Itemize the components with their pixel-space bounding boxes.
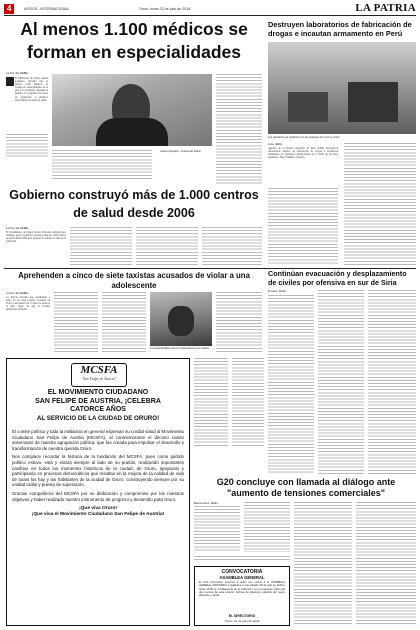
text-g20-left2 bbox=[232, 358, 264, 448]
mcsfa-title-line2: SAN FELIPE DE AUSTRIA, ¡CELEBRA bbox=[35, 397, 161, 405]
mcsfa-paragraph1: El comité político y toda la militancia en general expresan su cordial salud al Movimiento Ciudadano San Felipe de Austria (MCSFA), al conmemorarse el décimo cuarto aniversario de nuestra agrupación política, que fue creada para impulsar el desarrollo y transformación de nuestra querida Oruro. bbox=[12, 429, 184, 451]
convocatoria-body: El Club Ferroviario convoca a todos sus socios a la ASAMBLEA GENERAL ORDINARIA a realizarse el día sábado 28 de julio de 2018 a horas 15:00 en instalaciones de la institución, con el siguiente orden del día: Lectura del acta anterior, informe de directorio, elección del nuevo directorio y varios. bbox=[199, 581, 285, 598]
caption-laboratorios: Los operativos se realizaron en las regiones de Cusco y Junín. bbox=[268, 136, 341, 139]
date-line: Oruro, lunes 23 de julio de 2018 bbox=[139, 7, 191, 11]
mcsfa-logo-text: MCSFA bbox=[80, 364, 118, 376]
text-g20-col5 bbox=[194, 556, 290, 562]
text-g20-col1 bbox=[194, 506, 240, 552]
mcsfa-closing1: ¡Que viva Oruro! bbox=[79, 506, 117, 512]
ad-convocatoria bbox=[194, 566, 290, 626]
headline-laboratorios: Destruyen laboratorios de fabricación de drogas e incautan armamento en Perú bbox=[268, 20, 412, 38]
text-siria-col1 bbox=[268, 295, 314, 475]
mcsfa-closing2: ¡Que viva el Movimiento Ciudadano San Felipe de Austria! bbox=[31, 511, 165, 517]
section-label: AVISOS - INTERNACIONAL bbox=[24, 7, 70, 11]
dateline-g20: Buenos Aires, (EFE)- bbox=[194, 502, 219, 505]
body-taxistas: La Policía informó que aprehendió a cinco de los siete taxistas acusados de violar a una menor de 15 años de edad en el Alto, luego de que la víctima denunciara el hecho. bbox=[6, 296, 50, 312]
page-number: 4 bbox=[4, 4, 14, 14]
text-laboratorios-col1b bbox=[268, 188, 338, 265]
headline-centros: Gobierno construyó más de 1.000 centros de salud desde 2006 bbox=[9, 188, 259, 220]
page-header bbox=[4, 2, 416, 14]
dropcap-medicos bbox=[6, 77, 14, 86]
headline-taxistas: Aprehenden a cinco de siete taxistas acusados de violar a una adolescente bbox=[18, 271, 250, 290]
header-rule bbox=[4, 15, 416, 16]
mcsfa-paragraph2: Nos complace recordar la historia de la fundación del MCSFA, pues como partido político estuvo, está y estará siempre al lado de su pueblo, realizando importantes cambios en todos los momentos históricos de la ciudad, de Oruro, apoyando y participando en procesos democráticos que resultan en la mejora de la calidad de vida de todos los hay y las habitantes de la ciudad de Oruro, construyendo siempre por su unidad todas y puesta de superación. bbox=[12, 454, 184, 488]
convocatoria-subtitle: ASAMBLEA GENERAL bbox=[219, 575, 265, 580]
mcsfa-logo-tagline: "San Felipe de Austria" bbox=[81, 377, 117, 381]
convocatoria-date: Oruro, 22 de julio de 2018 bbox=[224, 619, 260, 623]
text-g20-col2 bbox=[244, 502, 290, 552]
mcsfa-title bbox=[11, 389, 185, 423]
text-centros-col2 bbox=[70, 227, 132, 265]
text-centros-col4 bbox=[202, 227, 262, 265]
mcsfa-logo bbox=[71, 363, 127, 387]
photo-taxistas bbox=[150, 292, 212, 346]
headline-g20: G20 concluye con llamada al diálogo ante "aumento de tensiones comerciales" bbox=[216, 477, 396, 498]
masthead-logo: LA PATRIA bbox=[355, 2, 416, 14]
text-g20-col4 bbox=[356, 502, 416, 626]
dateline-taxistas: La Paz, (EL DEBE)- bbox=[6, 292, 29, 295]
text-medicos-col3 bbox=[216, 74, 262, 184]
photo-lab-shape2 bbox=[348, 82, 398, 122]
photo-subject-body bbox=[96, 118, 168, 146]
convocatoria-signature: EL DIRECTORIO bbox=[228, 614, 256, 618]
text-siria-col3 bbox=[368, 290, 416, 475]
mcsfa-paragraph3: Gracias compañeros del MCSFA por su dedicación y compromiso por los nuestros objetivos y haber realizado nuestro instrumento de progreso y desarrollo para Oruro. bbox=[12, 490, 184, 502]
text-medicos-col1 bbox=[6, 134, 48, 159]
dateline-siria: El Cairo, (EFE)- bbox=[268, 290, 287, 293]
text-taxistas-col2 bbox=[54, 292, 98, 352]
caption-taxistas: Los aprehendidos fueron presentados a los medios. bbox=[150, 347, 210, 350]
mcsfa-body bbox=[12, 429, 184, 517]
text-laboratorios-col2 bbox=[344, 143, 416, 265]
photo-lab-shape1 bbox=[288, 92, 328, 122]
dateline-medicos: La Paz, (EL DEBE)- bbox=[6, 72, 29, 75]
mcsfa-title-line1: EL MOVIMIENTO CIUDADANO bbox=[47, 389, 149, 396]
text-g20-col3 bbox=[294, 502, 352, 626]
headline-siria: Continúan evacuación y desplazamiento de civiles por ofensiva en sur de Siria bbox=[268, 269, 407, 287]
photo-taxistas-shape bbox=[168, 306, 194, 336]
caption-medicos: Ariana Campero, ministra de Salud. bbox=[160, 150, 202, 153]
convocatoria-title: CONVOCATORIA bbox=[221, 569, 263, 575]
body-laboratorios: Agentes de la Policía Nacional de Perú (PNP) destruyeron laboratorios ilegales de fabricación de drogas e incautaron armamento en operativos desarrollados en el Valle de los Ríos Apurímac, Ene y Mantaro (Vraem). bbox=[268, 147, 338, 160]
body-medicos: El Ministerio de Salud, Ariana Campero, informó que al menos 1.100 médicos se forman en especialidades en el país y el extranjero. Durante su gestión, el programa de becas da formación a médicos especialistas en áreas de salud. bbox=[15, 77, 48, 102]
text-taxistas-col4 bbox=[216, 292, 262, 352]
dateline-centros: La Paz, (EL DEBE)- bbox=[6, 227, 29, 230]
photo-medicos bbox=[52, 74, 212, 146]
text-medicos-col2 bbox=[52, 150, 152, 180]
photo-laboratorios bbox=[268, 42, 416, 134]
text-siria-col2 bbox=[318, 290, 364, 475]
headline-medicos: Al menos 1.100 médicos se forman en especialidades bbox=[20, 19, 248, 62]
text-centros-col3 bbox=[136, 227, 198, 265]
body-centros: El viceministro de Salud, Álvaro Terrazas, informó este domingo que el Gobierno construyó más de 1.000 centros de salud desde 2006 para mejorar la calidad de vida de la población. bbox=[6, 231, 66, 244]
text-taxistas-col3 bbox=[102, 292, 146, 352]
mcsfa-title-line4: AL SERVICIO DE LA CIUDAD DE ORURO! bbox=[36, 414, 160, 422]
mcsfa-title-line3: CATORCE AÑOS bbox=[70, 406, 126, 413]
text-g20-left1 bbox=[194, 358, 228, 448]
ad-mcsfa bbox=[6, 358, 190, 626]
dateline-laboratorios: Lima, (EFE)- bbox=[268, 143, 283, 146]
